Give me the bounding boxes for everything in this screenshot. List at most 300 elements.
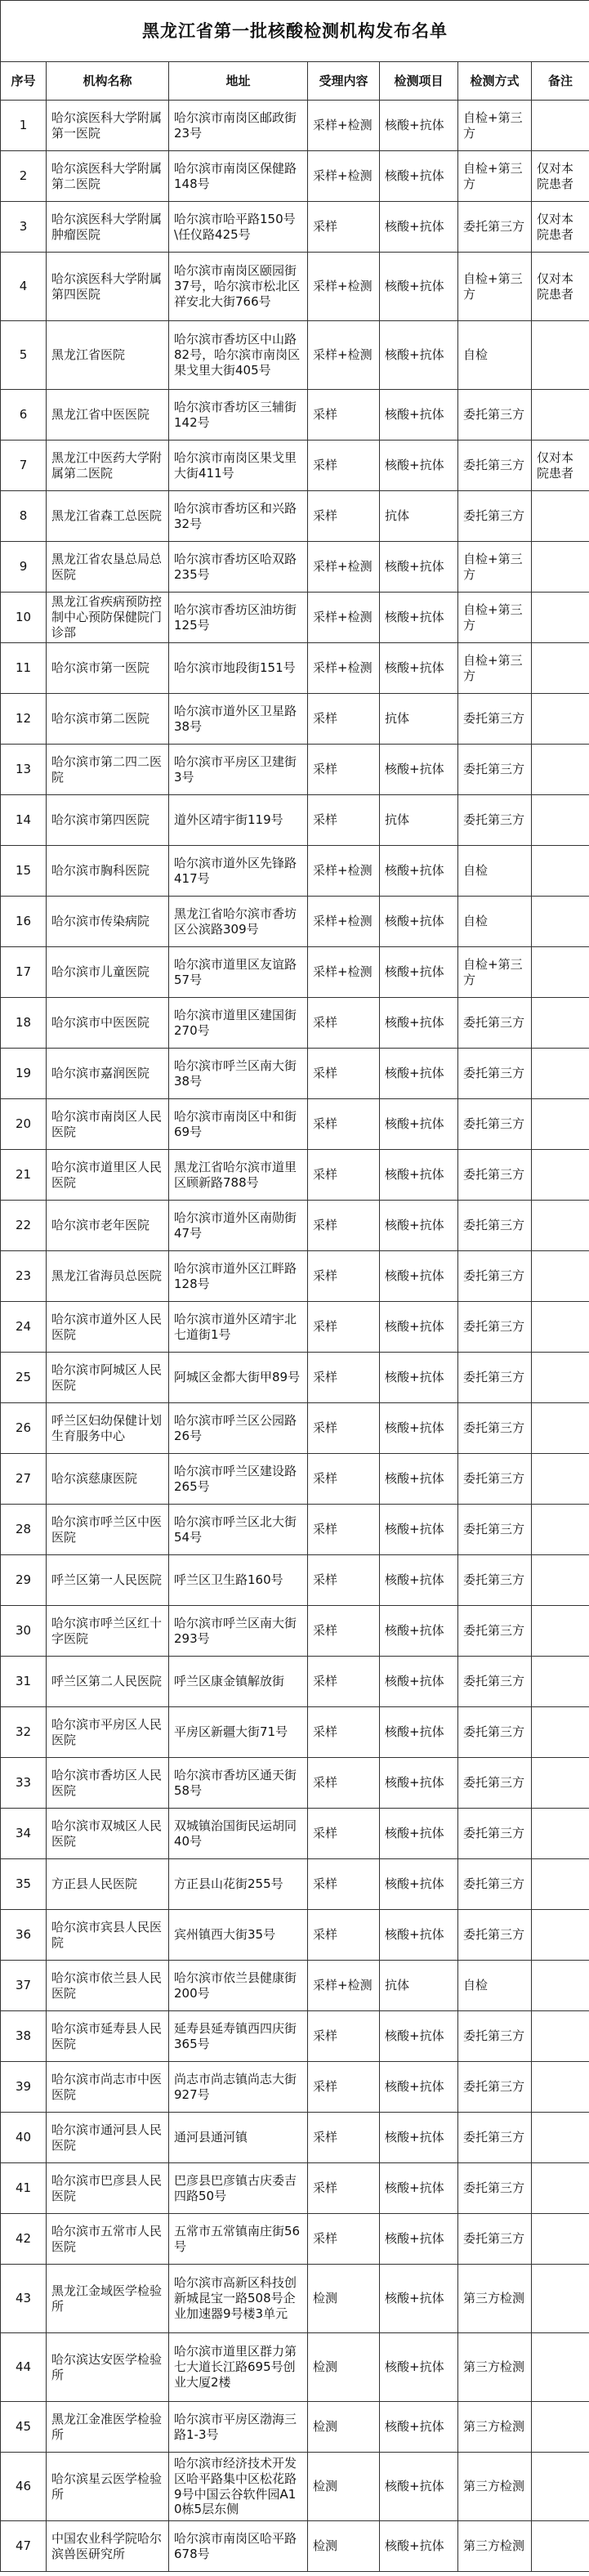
cell-index: 24 xyxy=(1,1302,47,1353)
cell-address: 哈尔滨市香坊区三辅街142号 xyxy=(169,390,308,441)
cell-service-scope: 采样 xyxy=(308,1454,380,1505)
cell-test-items: 核酸+抗体 xyxy=(380,2521,458,2572)
cell-note xyxy=(532,1302,589,1353)
table-row xyxy=(1,253,589,321)
cell-note xyxy=(532,745,589,795)
cell-test-method: 委托第三方 xyxy=(458,1251,532,1302)
cell-index: 15 xyxy=(1,846,47,897)
cell-institution-name: 哈尔滨市双城区人民医院 xyxy=(47,1809,169,1859)
cell-test-items: 核酸+抗体 xyxy=(380,1606,458,1657)
cell-service-scope: 采样 xyxy=(308,745,380,795)
table-row xyxy=(1,2521,589,2572)
cell-note xyxy=(532,947,589,998)
cell-test-method: 自检+第三方 xyxy=(458,101,532,151)
cell-test-method: 自检 xyxy=(458,846,532,897)
table-row xyxy=(1,1251,589,1302)
cell-test-method: 第三方检测 xyxy=(458,2402,532,2453)
cell-test-items: 核酸+抗体 xyxy=(380,441,458,491)
cell-test-method: 委托第三方 xyxy=(458,202,532,253)
cell-address: 延寿县延寿镇西四庆街365号 xyxy=(169,2011,308,2062)
cell-note xyxy=(532,2402,589,2453)
table-row xyxy=(1,2265,589,2333)
cell-service-scope: 采样 xyxy=(308,2011,380,2062)
table-row xyxy=(1,2011,589,2062)
table-row xyxy=(1,2113,589,2163)
cell-address: 哈尔滨市南岗区哈平路678号 xyxy=(169,2521,308,2572)
cell-address: 巴彦县巴彦镇古庆委吉四路50号 xyxy=(169,2163,308,2214)
cell-address: 哈尔滨市平房区卫建街3号 xyxy=(169,745,308,795)
cell-institution-name: 哈尔滨医科大学附属第四医院 xyxy=(47,253,169,321)
cell-index: 4 xyxy=(1,253,47,321)
cell-service-scope: 检测 xyxy=(308,2333,380,2402)
cell-note xyxy=(532,2011,589,2062)
cell-address: 哈尔滨市南岗区保健路148号 xyxy=(169,151,308,202)
cell-test-method: 委托第三方 xyxy=(458,1454,532,1505)
cell-test-items: 核酸+抗体 xyxy=(380,2402,458,2453)
cell-institution-name: 哈尔滨星云医学检验所 xyxy=(47,2453,169,2521)
cell-note xyxy=(532,694,589,745)
cell-service-scope: 采样+检测 xyxy=(308,1961,380,2011)
cell-note xyxy=(532,1859,589,1910)
cell-address: 哈尔滨市呼兰区公园路26号 xyxy=(169,1403,308,1454)
cell-address: 哈尔滨市香坊区和兴路32号 xyxy=(169,491,308,542)
cell-service-scope: 采样 xyxy=(308,2113,380,2163)
cell-address: 哈尔滨市经济技术开发区哈平路集中区松花路9号中国云谷软件园A10栋5层东侧 xyxy=(169,2453,308,2521)
cell-test-method: 委托第三方 xyxy=(458,1606,532,1657)
cell-test-method: 第三方检测 xyxy=(458,2453,532,2521)
cell-address: 呼兰区卫生路160号 xyxy=(169,1555,308,1606)
cell-note xyxy=(532,2214,589,2265)
cell-test-method: 委托第三方 xyxy=(458,1353,532,1403)
cell-note xyxy=(532,1201,589,1251)
cell-note xyxy=(532,1099,589,1150)
cell-test-method: 自检+第三方 xyxy=(458,643,532,694)
cell-test-items: 核酸+抗体 xyxy=(380,2265,458,2333)
cell-institution-name: 哈尔滨市宾县人民医院 xyxy=(47,1910,169,1961)
cell-index: 27 xyxy=(1,1454,47,1505)
cell-note xyxy=(532,390,589,441)
cell-note xyxy=(532,2333,589,2402)
table-row xyxy=(1,542,589,593)
cell-test-items: 核酸+抗体 xyxy=(380,1657,458,1707)
cell-test-items: 核酸+抗体 xyxy=(380,846,458,897)
cell-service-scope: 采样+检测 xyxy=(308,321,380,390)
cell-institution-name: 黑龙江省农垦总局总医院 xyxy=(47,542,169,593)
cell-note xyxy=(532,593,589,643)
cell-address: 尚志市尚志镇尚志大街927号 xyxy=(169,2062,308,2113)
table-body xyxy=(1,101,589,2572)
table-row xyxy=(1,998,589,1049)
cell-index: 26 xyxy=(1,1403,47,1454)
cell-institution-name: 黑龙江省海员总医院 xyxy=(47,1251,169,1302)
cell-service-scope: 采样 xyxy=(308,1505,380,1555)
cell-test-method: 委托第三方 xyxy=(458,1150,532,1201)
cell-address: 哈尔滨市道外区靖宇北七道街1号 xyxy=(169,1302,308,1353)
table-row xyxy=(1,1099,589,1150)
cell-address: 黑龙江省哈尔滨市道里区顾新路788号 xyxy=(169,1150,308,1201)
cell-test-items: 核酸+抗体 xyxy=(380,1201,458,1251)
cell-institution-name: 哈尔滨市儿童医院 xyxy=(47,947,169,998)
cell-test-items: 核酸+抗体 xyxy=(380,2011,458,2062)
cell-address: 哈尔滨市呼兰区南大街293号 xyxy=(169,1606,308,1657)
cell-test-method: 委托第三方 xyxy=(458,1657,532,1707)
cell-address: 平房区新疆大街71号 xyxy=(169,1707,308,1758)
cell-note xyxy=(532,2265,589,2333)
cell-address: 哈尔滨市呼兰区建设路265号 xyxy=(169,1454,308,1505)
cell-test-method: 自检+第三方 xyxy=(458,593,532,643)
cell-test-method: 委托第三方 xyxy=(458,1049,532,1099)
cell-service-scope: 采样 xyxy=(308,1403,380,1454)
cell-note xyxy=(532,1403,589,1454)
cell-service-scope: 采样 xyxy=(308,1099,380,1150)
cell-service-scope: 采样 xyxy=(308,1859,380,1910)
cell-service-scope: 检测 xyxy=(308,2265,380,2333)
cell-test-items: 核酸+抗体 xyxy=(380,745,458,795)
table-row xyxy=(1,1302,589,1353)
cell-institution-name: 哈尔滨市延寿县人民医院 xyxy=(47,2011,169,2062)
cell-institution-name: 呼兰区妇幼保健计划生育服务中心 xyxy=(47,1403,169,1454)
cell-service-scope: 采样 xyxy=(308,441,380,491)
cell-institution-name: 哈尔滨市第四医院 xyxy=(47,795,169,846)
cell-institution-name: 哈尔滨市道外区人民医院 xyxy=(47,1302,169,1353)
cell-address: 哈尔滨市道里区友谊路57号 xyxy=(169,947,308,998)
cell-note: 仅对本院患者 xyxy=(532,151,589,202)
cell-address: 宾州镇西大街35号 xyxy=(169,1910,308,1961)
cell-address: 方正县山花街255号 xyxy=(169,1859,308,1910)
cell-service-scope: 采样 xyxy=(308,1758,380,1809)
cell-address: 哈尔滨市南岗区颐园街37号，哈尔滨市松北区祥安北大街766号 xyxy=(169,253,308,321)
cell-institution-name: 黑龙江金准医学检验所 xyxy=(47,2402,169,2453)
cell-test-method: 委托第三方 xyxy=(458,441,532,491)
cell-test-method: 委托第三方 xyxy=(458,1707,532,1758)
cell-index: 32 xyxy=(1,1707,47,1758)
table-row xyxy=(1,1353,589,1403)
cell-index: 38 xyxy=(1,2011,47,2062)
cell-test-items: 核酸+抗体 xyxy=(380,253,458,321)
cell-index: 6 xyxy=(1,390,47,441)
cell-note xyxy=(532,2521,589,2572)
table-row xyxy=(1,2062,589,2113)
table-row xyxy=(1,390,589,441)
table-row xyxy=(1,1454,589,1505)
cell-institution-name: 黑龙江中医药大学附属第二医院 xyxy=(47,441,169,491)
cell-institution-name: 哈尔滨市呼兰区红十字医院 xyxy=(47,1606,169,1657)
cell-test-method: 自检 xyxy=(458,1961,532,2011)
cell-service-scope: 采样+检测 xyxy=(308,593,380,643)
cell-service-scope: 采样 xyxy=(308,1302,380,1353)
cell-institution-name: 哈尔滨市五常市人民医院 xyxy=(47,2214,169,2265)
cell-institution-name: 黑龙江省森工总医院 xyxy=(47,491,169,542)
cell-note xyxy=(532,1707,589,1758)
table-row xyxy=(1,321,589,390)
cell-test-items: 核酸+抗体 xyxy=(380,1809,458,1859)
cell-index: 29 xyxy=(1,1555,47,1606)
cell-test-items: 核酸+抗体 xyxy=(380,1353,458,1403)
table-row xyxy=(1,101,589,151)
cell-index: 41 xyxy=(1,2163,47,2214)
cell-test-items: 核酸+抗体 xyxy=(380,321,458,390)
cell-test-method: 自检 xyxy=(458,321,532,390)
cell-service-scope: 采样+检测 xyxy=(308,897,380,947)
cell-institution-name: 哈尔滨市第二四二医院 xyxy=(47,745,169,795)
cell-address: 哈尔滨市道外区南勋街47号 xyxy=(169,1201,308,1251)
cell-index: 11 xyxy=(1,643,47,694)
cell-test-method: 委托第三方 xyxy=(458,2214,532,2265)
cell-test-method: 自检+第三方 xyxy=(458,253,532,321)
cell-index: 8 xyxy=(1,491,47,542)
cell-institution-name: 哈尔滨达安医学检验所 xyxy=(47,2333,169,2402)
cell-index: 31 xyxy=(1,1657,47,1707)
cell-note xyxy=(532,2062,589,2113)
cell-index: 34 xyxy=(1,1809,47,1859)
cell-institution-name: 哈尔滨市道里区人民医院 xyxy=(47,1150,169,1201)
cell-test-items: 核酸+抗体 xyxy=(380,1302,458,1353)
cell-service-scope: 采样 xyxy=(308,2214,380,2265)
cell-address: 阿城区金都大街甲89号 xyxy=(169,1353,308,1403)
cell-service-scope: 采样+检测 xyxy=(308,947,380,998)
cell-service-scope: 采样 xyxy=(308,390,380,441)
cell-service-scope: 采样 xyxy=(308,1251,380,1302)
header-address: 地址 xyxy=(169,62,308,101)
cell-test-method: 委托第三方 xyxy=(458,998,532,1049)
table-row xyxy=(1,745,589,795)
table-row xyxy=(1,1403,589,1454)
cell-institution-name: 哈尔滨市传染病院 xyxy=(47,897,169,947)
cell-index: 23 xyxy=(1,1251,47,1302)
cell-institution-name: 哈尔滨市通河县人民医院 xyxy=(47,2113,169,2163)
cell-institution-name: 哈尔滨慈康医院 xyxy=(47,1454,169,1505)
cell-institution-name: 哈尔滨市嘉润医院 xyxy=(47,1049,169,1099)
cell-index: 39 xyxy=(1,2062,47,2113)
cell-test-method: 委托第三方 xyxy=(458,694,532,745)
cell-address: 哈尔滨市呼兰区南大街38号 xyxy=(169,1049,308,1099)
cell-service-scope: 采样 xyxy=(308,1555,380,1606)
cell-address: 哈尔滨市香坊区油坊街125号 xyxy=(169,593,308,643)
cell-index: 47 xyxy=(1,2521,47,2572)
cell-institution-name: 哈尔滨市胸科医院 xyxy=(47,846,169,897)
cell-address: 哈尔滨市南岗区果戈里大街411号 xyxy=(169,441,308,491)
cell-note xyxy=(532,2453,589,2521)
table-row xyxy=(1,1961,589,2011)
cell-address: 哈尔滨市南岗区中和街69号 xyxy=(169,1099,308,1150)
cell-test-items: 抗体 xyxy=(380,491,458,542)
cell-institution-name: 方正县人民医院 xyxy=(47,1859,169,1910)
cell-address: 黑龙江省哈尔滨市香坊区公滨路309号 xyxy=(169,897,308,947)
cell-test-method: 自检+第三方 xyxy=(458,542,532,593)
cell-institution-name: 哈尔滨医科大学附属第一医院 xyxy=(47,101,169,151)
table-row xyxy=(1,897,589,947)
cell-institution-name: 哈尔滨医科大学附属肿瘤医院 xyxy=(47,202,169,253)
cell-note xyxy=(532,542,589,593)
cell-test-method: 委托第三方 xyxy=(458,2163,532,2214)
cell-test-method: 自检+第三方 xyxy=(458,151,532,202)
cell-test-items: 核酸+抗体 xyxy=(380,151,458,202)
cell-service-scope: 采样 xyxy=(308,1910,380,1961)
cell-institution-name: 哈尔滨市呼兰区中医医院 xyxy=(47,1505,169,1555)
cell-address: 哈尔滨市香坊区中山路82号，哈尔滨市南岗区果戈里大街405号 xyxy=(169,321,308,390)
cell-service-scope: 采样 xyxy=(308,2062,380,2113)
cell-test-method: 委托第三方 xyxy=(458,1505,532,1555)
table-row xyxy=(1,643,589,694)
cell-address: 哈尔滨市香坊区通天街58号 xyxy=(169,1758,308,1809)
cell-note xyxy=(532,2113,589,2163)
cell-test-method: 委托第三方 xyxy=(458,1555,532,1606)
header-index: 序号 xyxy=(1,62,47,101)
cell-note xyxy=(532,491,589,542)
cell-service-scope: 检测 xyxy=(308,2402,380,2453)
cell-test-items: 核酸+抗体 xyxy=(380,202,458,253)
cell-test-items: 核酸+抗体 xyxy=(380,101,458,151)
cell-institution-name: 哈尔滨市阿城区人民医院 xyxy=(47,1353,169,1403)
cell-test-items: 核酸+抗体 xyxy=(380,1454,458,1505)
cell-test-items: 核酸+抗体 xyxy=(380,2333,458,2402)
cell-test-method: 委托第三方 xyxy=(458,1809,532,1859)
cell-index: 28 xyxy=(1,1505,47,1555)
table-row xyxy=(1,1049,589,1099)
cell-address: 双城镇治国街民运胡同40号 xyxy=(169,1809,308,1859)
cell-institution-name: 哈尔滨市依兰县人民医院 xyxy=(47,1961,169,2011)
cell-index: 2 xyxy=(1,151,47,202)
cell-test-method: 委托第三方 xyxy=(458,1859,532,1910)
cell-institution-name: 黑龙江省医院 xyxy=(47,321,169,390)
cell-test-method: 委托第三方 xyxy=(458,745,532,795)
cell-service-scope: 采样 xyxy=(308,1707,380,1758)
cell-index: 30 xyxy=(1,1606,47,1657)
cell-service-scope: 采样 xyxy=(308,998,380,1049)
cell-index: 19 xyxy=(1,1049,47,1099)
cell-address: 哈尔滨市高新区科技创新城昆宝一路508号企业加速器9号楼3单元 xyxy=(169,2265,308,2333)
table-row xyxy=(1,1657,589,1707)
cell-test-method: 委托第三方 xyxy=(458,1403,532,1454)
cell-service-scope: 采样 xyxy=(308,491,380,542)
cell-address: 哈尔滨市依兰县健康街200号 xyxy=(169,1961,308,2011)
cell-institution-name: 黑龙江省中医医院 xyxy=(47,390,169,441)
cell-service-scope: 采样 xyxy=(308,1353,380,1403)
table-row xyxy=(1,1150,589,1201)
cell-institution-name: 哈尔滨市巴彦县人民医院 xyxy=(47,2163,169,2214)
cell-service-scope: 采样 xyxy=(308,2163,380,2214)
table-row xyxy=(1,202,589,253)
cell-note xyxy=(532,1657,589,1707)
cell-index: 5 xyxy=(1,321,47,390)
cell-note xyxy=(532,1606,589,1657)
cell-test-method: 委托第三方 xyxy=(458,1201,532,1251)
cell-test-items: 核酸+抗体 xyxy=(380,1859,458,1910)
table-head xyxy=(1,1,589,101)
table-row xyxy=(1,491,589,542)
cell-test-method: 第三方检测 xyxy=(458,2265,532,2333)
header-test-items: 检测项目 xyxy=(380,62,458,101)
table-row xyxy=(1,1555,589,1606)
cell-institution-name: 黑龙江金域医学检验所 xyxy=(47,2265,169,2333)
table-row xyxy=(1,1201,589,1251)
cell-test-items: 核酸+抗体 xyxy=(380,947,458,998)
cell-service-scope: 采样+检测 xyxy=(308,643,380,694)
cell-test-items: 核酸+抗体 xyxy=(380,2214,458,2265)
cell-institution-name: 哈尔滨市第一医院 xyxy=(47,643,169,694)
cell-index: 33 xyxy=(1,1758,47,1809)
cell-institution-name: 呼兰区第一人民医院 xyxy=(47,1555,169,1606)
cell-index: 45 xyxy=(1,2402,47,2453)
cell-index: 44 xyxy=(1,2333,47,2402)
header-row xyxy=(1,62,589,101)
cell-note: 仅对本院患者 xyxy=(532,253,589,321)
cell-institution-name: 哈尔滨市尚志市中医医院 xyxy=(47,2062,169,2113)
cell-address: 哈尔滨市道里区群力第七大道长江路695号创业大厦2楼 xyxy=(169,2333,308,2402)
cell-service-scope: 采样 xyxy=(308,1201,380,1251)
cell-index: 7 xyxy=(1,441,47,491)
cell-institution-name: 呼兰区第二人民医院 xyxy=(47,1657,169,1707)
cell-address: 道外区靖宇街119号 xyxy=(169,795,308,846)
cell-note xyxy=(532,897,589,947)
cell-test-items: 核酸+抗体 xyxy=(380,897,458,947)
table-row xyxy=(1,1859,589,1910)
cell-address: 哈尔滨市道外区卫星路38号 xyxy=(169,694,308,745)
cell-test-method: 委托第三方 xyxy=(458,1099,532,1150)
cell-index: 35 xyxy=(1,1859,47,1910)
cell-service-scope: 采样 xyxy=(308,1049,380,1099)
cell-test-items: 核酸+抗体 xyxy=(380,2163,458,2214)
table-row xyxy=(1,2163,589,2214)
cell-note: 仅对本院患者 xyxy=(532,202,589,253)
table-row xyxy=(1,694,589,745)
cell-test-method: 委托第三方 xyxy=(458,2062,532,2113)
cell-test-method: 委托第三方 xyxy=(458,2011,532,2062)
header-note: 备注 xyxy=(532,62,589,101)
cell-note xyxy=(532,321,589,390)
cell-test-method: 第三方检测 xyxy=(458,2333,532,2402)
cell-test-method: 委托第三方 xyxy=(458,2113,532,2163)
cell-note xyxy=(532,1150,589,1201)
cell-institution-name: 黑龙江省疾病预防控制中心预防保健院门诊部 xyxy=(47,593,169,643)
cell-institution-name: 哈尔滨市南岗区人民医院 xyxy=(47,1099,169,1150)
cell-note xyxy=(532,1505,589,1555)
cell-address: 哈尔滨市平房区渤海三路1-3号 xyxy=(169,2402,308,2453)
cell-test-items: 核酸+抗体 xyxy=(380,998,458,1049)
cell-test-method: 委托第三方 xyxy=(458,390,532,441)
cell-service-scope: 采样 xyxy=(308,202,380,253)
cell-note xyxy=(532,795,589,846)
cell-test-method: 自检 xyxy=(458,897,532,947)
cell-test-method: 委托第三方 xyxy=(458,491,532,542)
cell-index: 13 xyxy=(1,745,47,795)
table-row xyxy=(1,2214,589,2265)
cell-service-scope: 采样 xyxy=(308,1809,380,1859)
cell-service-scope: 采样+检测 xyxy=(308,542,380,593)
table-row xyxy=(1,441,589,491)
cell-address: 哈尔滨市道外区先锋路417号 xyxy=(169,846,308,897)
cell-institution-name: 哈尔滨市平房区人民医院 xyxy=(47,1707,169,1758)
header-test-method: 检测方式 xyxy=(458,62,532,101)
cell-test-items: 核酸+抗体 xyxy=(380,1403,458,1454)
table-row xyxy=(1,947,589,998)
cell-note xyxy=(532,1910,589,1961)
cell-service-scope: 采样+检测 xyxy=(308,151,380,202)
cell-index: 12 xyxy=(1,694,47,745)
cell-index: 1 xyxy=(1,101,47,151)
cell-address: 呼兰区康金镇解放街 xyxy=(169,1657,308,1707)
cell-test-items: 核酸+抗体 xyxy=(380,1758,458,1809)
cell-index: 18 xyxy=(1,998,47,1049)
cell-service-scope: 采样 xyxy=(308,694,380,745)
cell-index: 46 xyxy=(1,2453,47,2521)
cell-test-items: 核酸+抗体 xyxy=(380,1707,458,1758)
cell-test-items: 核酸+抗体 xyxy=(380,643,458,694)
cell-index: 14 xyxy=(1,795,47,846)
cell-index: 43 xyxy=(1,2265,47,2333)
cell-address: 哈尔滨市呼兰区北大街54号 xyxy=(169,1505,308,1555)
cell-address: 哈尔滨市道里区建国街270号 xyxy=(169,998,308,1049)
